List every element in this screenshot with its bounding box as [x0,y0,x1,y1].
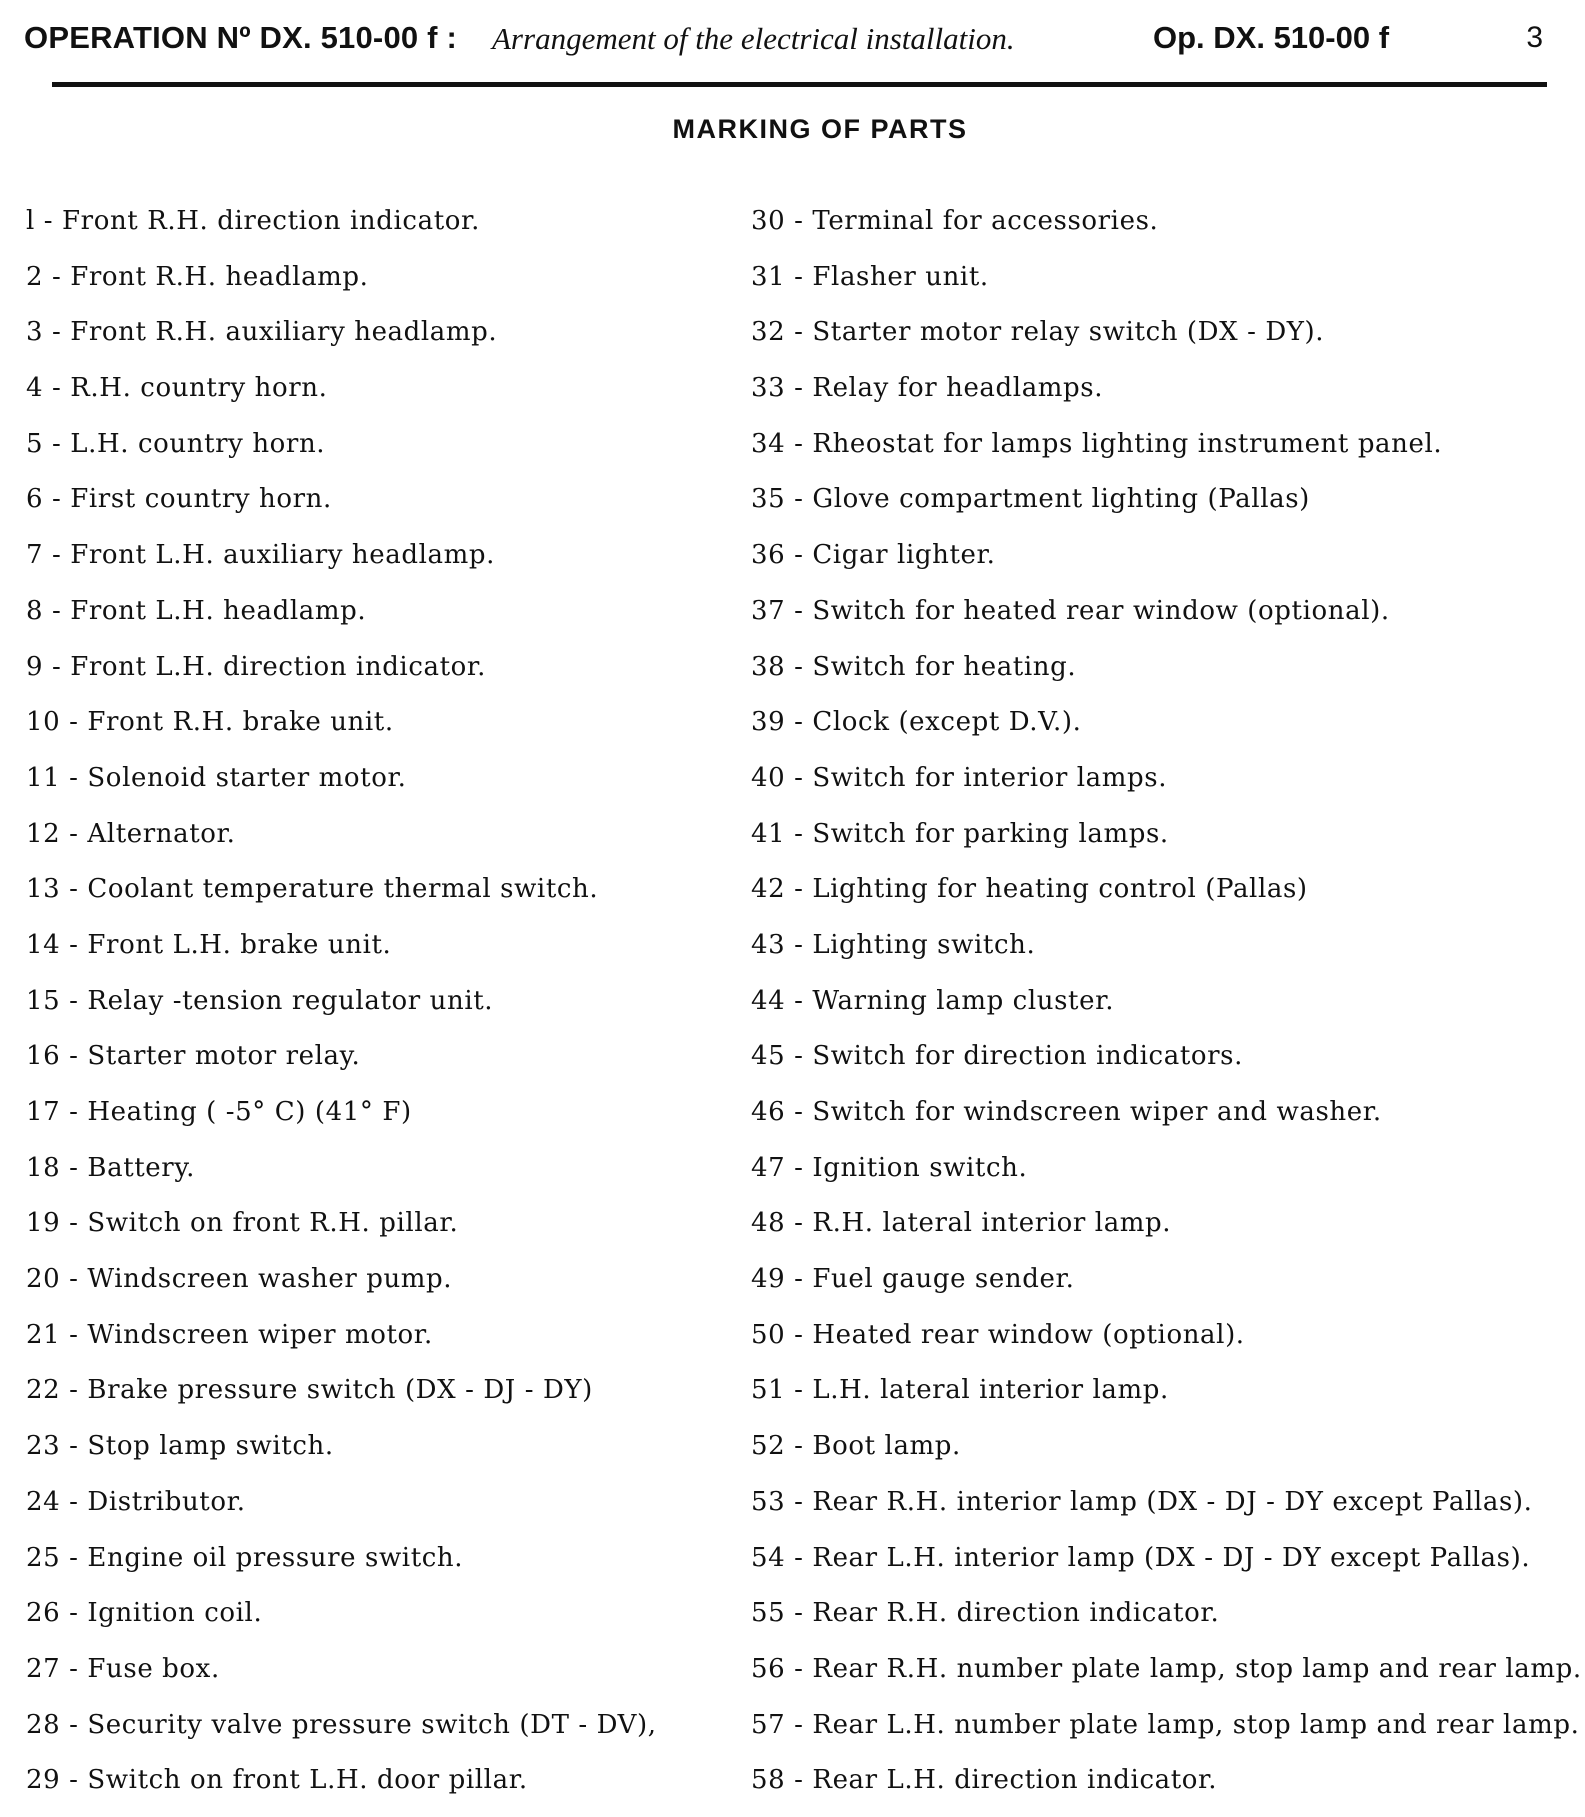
part-list-item: 48 - R.H. lateral interior lamp. [751,1208,1172,1239]
parts-list-right [751,202,1582,1817]
part-list-item: 17 - Heating ( -5° C) (41° F) [26,1097,412,1127]
part-list-item: 36 - Cigar lighter. [751,540,996,571]
part-list-item: 14 - Front L.H. brake unit. [26,929,392,960]
part-list-item: 52 - Boot lamp. [751,1431,961,1462]
part-list-item: 22 - Brake pressure switch (DX - DJ - DY) [26,1375,593,1406]
part-list-item: 54 - Rear L.H. interior lamp (DX - DJ - DY except Pallas). [751,1542,1531,1573]
part-list-item: 18 - Battery. [26,1152,196,1183]
part-list-item: 43 - Lighting switch. [751,929,1036,960]
part-list-item: 15 - Relay -tension regulator unit. [26,985,494,1016]
part-list-item: 25 - Engine oil pressure switch. [26,1542,464,1573]
part-list-item: 45 - Switch for direction indicators. [751,1041,1243,1072]
part-list-item: 57 - Rear L.H. number plate lamp, stop lamp and rear lamp. [751,1709,1580,1740]
part-list-item: 12 - Alternator. [26,818,236,849]
part-list-item: 39 - Clock (except D.V.). [751,707,1082,738]
part-list-item: 16 - Starter motor relay. [26,1041,361,1072]
part-list-item: 37 - Switch for heated rear window (optional). [751,595,1390,626]
operation-subtitle: Arrangement of the electrical installation. [492,21,1015,56]
section-heading: MARKING OF PARTS [672,114,968,144]
part-list-item: 27 - Fuse box. [26,1653,220,1684]
part-list-item: l - Front R.H. direction indicator. [26,206,481,236]
part-list-item: 55 - Rear R.H. direction indicator. [751,1598,1220,1629]
parts-list-left [26,202,657,1817]
part-list-item: 19 - Switch on front R.H. pillar. [26,1208,459,1239]
part-list-item: 26 - Ignition coil. [26,1598,263,1629]
part-list-item: 51 - L.H. lateral interior lamp. [751,1375,1169,1406]
part-list-item: 13 - Coolant temperature thermal switch. [26,874,599,905]
operation-title: OPERATION Nº DX. 510-00 f : [24,20,458,55]
part-list-item: 3 - Front R.H. auxiliary headlamp. [26,317,498,348]
part-list-item: 24 - Distributor. [26,1486,246,1517]
page-number: 3 [1526,21,1543,54]
part-list-item: 53 - Rear R.H. interior lamp (DX - DJ - DY except Pallas). [751,1486,1533,1517]
part-list-item: 58 - Rear L.H. direction indicator. [751,1765,1218,1796]
part-list-item: 23 - Stop lamp switch. [26,1431,334,1462]
header-divider [52,82,1547,87]
part-list-item: 10 - Front R.H. brake unit. [26,707,394,738]
part-list-item: 21 - Windscreen wiper motor. [26,1319,433,1350]
part-list-item: 32 - Starter motor relay switch (DX - DY). [751,317,1325,348]
part-list-item: 41 - Switch for parking lamps. [751,818,1169,849]
part-list-item: 11 - Solenoid starter motor. [26,762,407,793]
part-list-item: 33 - Relay for headlamps. [751,373,1104,404]
part-list-item: 50 - Heated rear window (optional). [751,1319,1245,1350]
part-list-item: 38 - Switch for heating. [751,651,1077,682]
part-list-item: 2 - Front R.H. headlamp. [26,261,369,292]
page-header [0,0,1585,80]
part-list-item: 7 - Front L.H. auxiliary headlamp. [26,540,495,571]
part-list-item: 30 - Terminal for accessories. [751,206,1159,236]
part-list-item: 56 - Rear R.H. number plate lamp, stop lamp and rear lamp. [751,1653,1582,1684]
part-list-item: 29 - Switch on front L.H. door pillar. [26,1765,528,1796]
part-list-item: 46 - Switch for windscreen wiper and washer. [751,1097,1382,1127]
part-list-item: 47 - Ignition switch. [751,1152,1028,1183]
part-list-item: 6 - First country horn. [26,484,332,515]
part-list-item: 4 - R.H. country horn. [26,373,328,404]
part-list-item: 8 - Front L.H. headlamp. [26,595,367,626]
part-list-item: 5 - L.H. country horn. [26,428,326,459]
part-list-item: 44 - Warning lamp cluster. [751,985,1115,1016]
part-list-item: 20 - Windscreen washer pump. [26,1264,453,1295]
operation-reference: Op. DX. 510-00 f [1153,20,1390,55]
part-list-item: 40 - Switch for interior lamps. [751,762,1168,793]
part-list-item: 9 - Front L.H. direction indicator. [26,651,486,682]
part-list-item: 28 - Security valve pressure switch (DT - DV), [26,1709,657,1740]
part-list-item: 42 - Lighting for heating control (Pallas) [751,874,1308,905]
part-list-item: 49 - Fuel gauge sender. [751,1264,1075,1295]
part-list-item: 35 - Glove compartment lighting (Pallas) [751,484,1310,515]
part-list-item: 34 - Rheostat for lamps lighting instrument panel. [751,428,1443,459]
part-list-item: 31 - Flasher unit. [751,261,989,292]
